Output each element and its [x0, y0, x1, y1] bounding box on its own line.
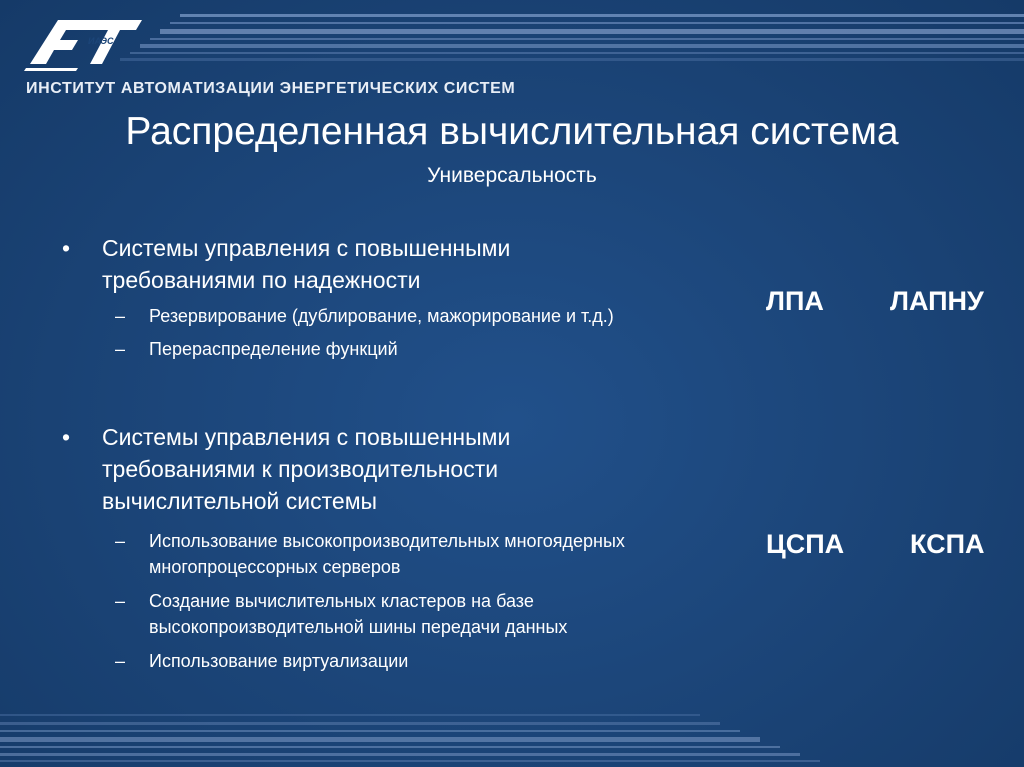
logo-text: ИАЭС	[88, 36, 114, 46]
sub-item-text: Использование высокопроизводительных многоядерных	[149, 531, 625, 551]
sub-item-text: многопроцессорных серверов	[149, 557, 401, 577]
dash-icon: –	[115, 306, 126, 326]
bullet-icon: •	[62, 424, 71, 450]
header-stripes	[0, 0, 1024, 70]
institute-name: ИНСТИТУТ АВТОМАТИЗАЦИИ ЭНЕРГЕТИЧЕСКИХ СИСТЕМ	[26, 80, 516, 97]
dash-icon: –	[115, 339, 126, 359]
bullet-text: вычислительной системы	[102, 488, 378, 514]
abbr-kspa: КСПА	[910, 529, 985, 559]
abbr-cspa: ЦСПА	[766, 529, 845, 559]
dash-icon: –	[115, 651, 126, 671]
institute-logo-icon	[22, 12, 146, 72]
bullet-text: требованиями к производительности	[102, 456, 499, 482]
sub-item-text: Использование виртуализации	[149, 651, 409, 671]
bullet-text: Системы управления с повышенными	[102, 235, 511, 261]
bullet-icon: •	[62, 235, 71, 261]
sub-item-text: Резервирование (дублирование, мажорирование и т.д.)	[149, 306, 614, 326]
bullet-text: требованиями по надежности	[102, 267, 421, 293]
footer-stripes	[0, 700, 1024, 767]
abbr-lpa: ЛПА	[766, 286, 824, 316]
sub-item-text: Создание вычислительных кластеров на базе	[149, 591, 534, 611]
bullet-text: Системы управления с повышенными	[102, 424, 511, 450]
sub-item-text: Перераспределение функций	[149, 339, 398, 359]
abbr-lapnu: ЛАПНУ	[890, 286, 984, 316]
dash-icon: –	[115, 591, 126, 611]
dash-icon: –	[115, 531, 126, 551]
slide-subtitle: Универсальность	[427, 164, 597, 187]
sub-item-text: высокопроизводительной шины передачи данных	[149, 617, 568, 637]
slide-title: Распределенная вычислительная система	[125, 110, 899, 153]
